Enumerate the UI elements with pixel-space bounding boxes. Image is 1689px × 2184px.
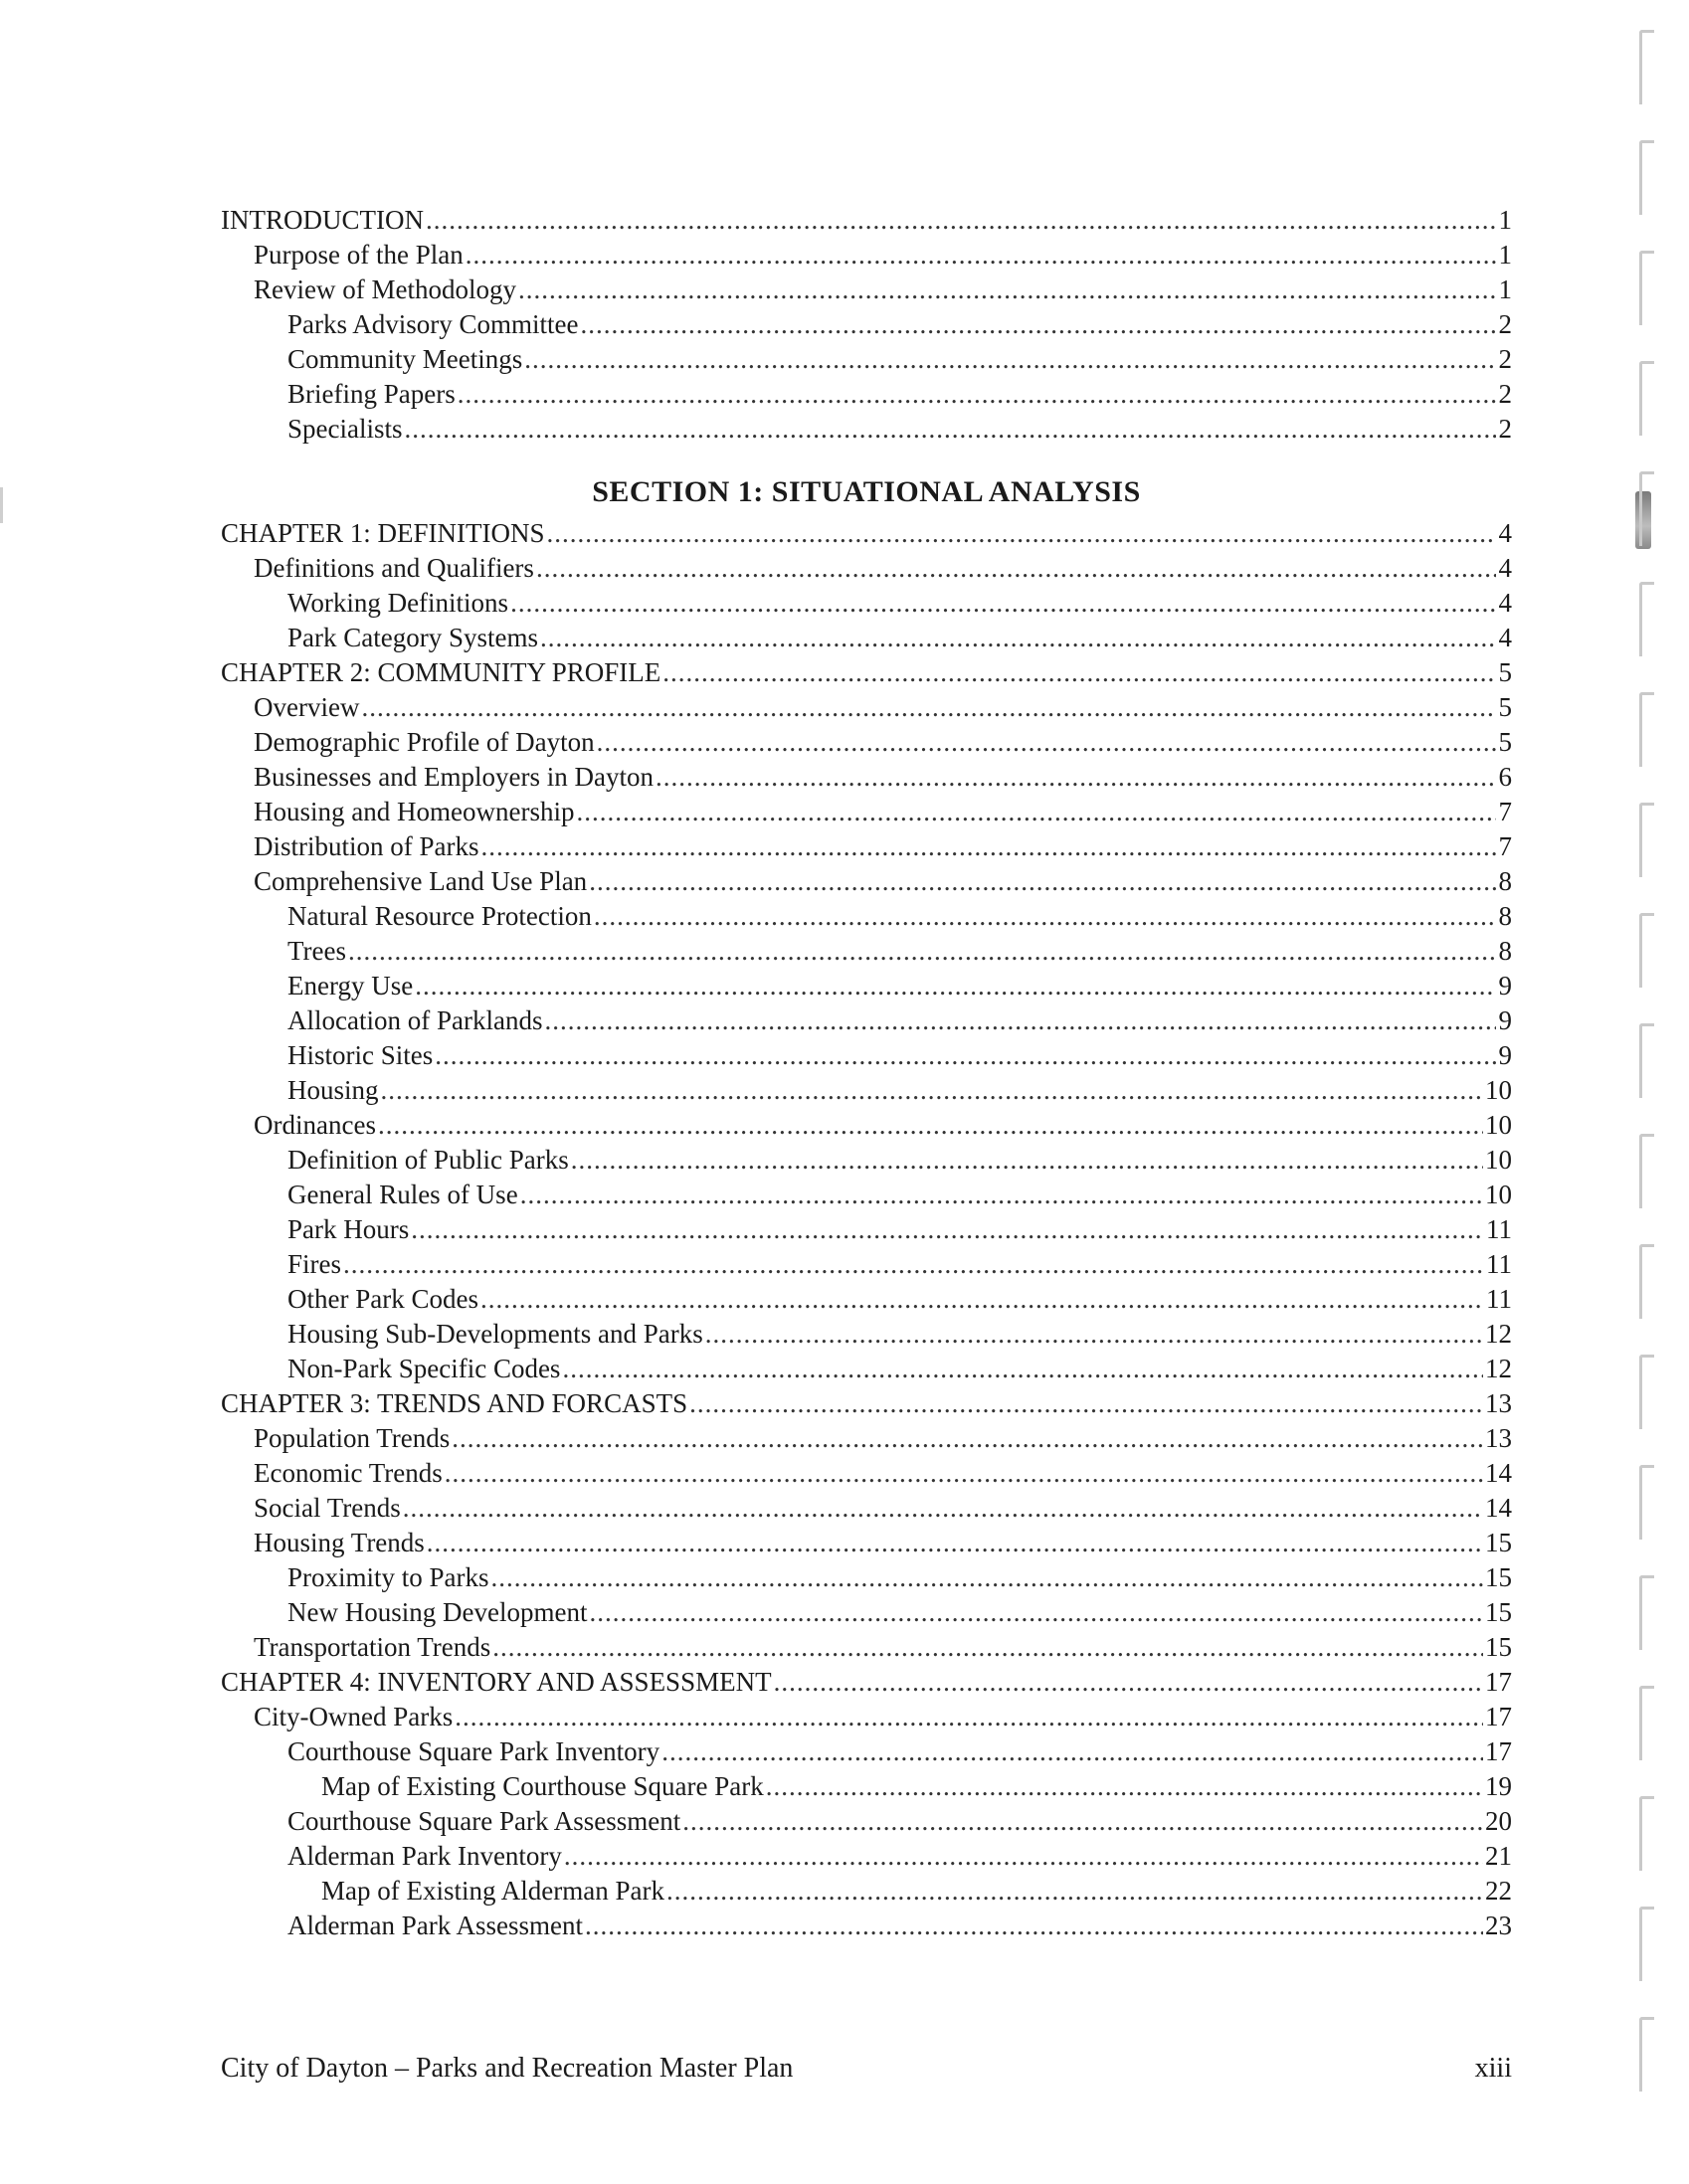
toc-entry-page: 2 (1498, 344, 1512, 374)
dot-leader (766, 1769, 1483, 1804)
toc-entry-page: 13 (1485, 1423, 1512, 1453)
binding-mark (1639, 361, 1654, 436)
toc-entry[interactable] (221, 1560, 1512, 1595)
toc-entry-label: Map of Existing Courthouse Square Park (321, 1771, 764, 1801)
toc-entry-label: Map of Existing Alderman Park (321, 1876, 664, 1906)
binding-mark (1639, 692, 1654, 767)
binding-mark (1639, 1575, 1654, 1650)
toc-entry-label: Parks Advisory Committee (287, 309, 579, 339)
dot-leader (589, 864, 1496, 899)
dot-leader (480, 1282, 1484, 1317)
toc-entry[interactable] (221, 969, 1512, 1003)
toc-entry-label: Definition of Public Parks (287, 1145, 569, 1175)
toc-entry-label: Proximity to Parks (287, 1562, 489, 1592)
dot-leader (378, 1108, 1483, 1143)
toc-entry-page: 2 (1498, 379, 1512, 409)
binding-mark (1639, 1907, 1654, 1981)
footer-title: City of Dayton – Parks and Recreation Master Plan (221, 2053, 794, 2084)
dot-leader (452, 1421, 1483, 1456)
dot-leader (411, 1212, 1484, 1247)
toc-entry[interactable] (221, 1003, 1512, 1038)
toc-entry[interactable] (221, 1839, 1512, 1874)
dot-leader (427, 1526, 1483, 1560)
toc-entry[interactable] (221, 516, 1512, 551)
toc-entry[interactable] (221, 1073, 1512, 1108)
binding-mark (1639, 1355, 1654, 1429)
dot-leader (343, 1247, 1484, 1282)
toc-entry[interactable] (221, 621, 1512, 655)
toc-entry-page: 10 (1485, 1180, 1512, 1209)
toc-entry-page: 8 (1498, 901, 1512, 931)
dot-leader (705, 1317, 1483, 1352)
toc-entry-page: 8 (1498, 936, 1512, 966)
toc-entry-page: 9 (1498, 971, 1512, 1001)
toc-entry[interactable] (221, 1386, 1512, 1421)
dot-leader (381, 1073, 1483, 1108)
toc-entry-page: 4 (1498, 623, 1512, 652)
toc-entry[interactable] (221, 273, 1512, 307)
toc-entry[interactable] (221, 934, 1512, 969)
dot-leader (774, 1665, 1483, 1700)
dot-leader (594, 899, 1496, 934)
binding-edge (1633, 30, 1663, 2168)
toc-entry[interactable] (221, 1909, 1512, 1943)
toc-entry-page: 7 (1498, 831, 1512, 861)
toc-entry-label: Review of Methodology (254, 274, 516, 304)
dot-leader (435, 1038, 1496, 1073)
toc-entry[interactable] (221, 1143, 1512, 1178)
toc-entry-page: 9 (1498, 1005, 1512, 1035)
toc-entry-label: Specialists (287, 414, 403, 444)
toc-entry[interactable] (221, 1700, 1512, 1734)
toc-entry[interactable] (221, 586, 1512, 621)
toc-entry-label: CHAPTER 4: INVENTORY AND ASSESSMENT (221, 1667, 772, 1697)
binding-mark (1639, 1686, 1654, 1760)
toc-entry-label: General Rules of Use (287, 1180, 518, 1209)
binding-mark (1639, 913, 1654, 988)
toc-entry-label: Demographic Profile of Dayton (254, 727, 595, 757)
dot-leader (585, 1909, 1483, 1943)
scan-edge-mark (0, 487, 3, 523)
toc-entry-page: 13 (1485, 1388, 1512, 1418)
toc-entry[interactable] (221, 551, 1512, 586)
toc-entry[interactable] (221, 1734, 1512, 1769)
binding-mark (1639, 140, 1654, 215)
dot-leader (426, 203, 1496, 238)
toc-entry[interactable] (221, 690, 1512, 725)
binding-mark (1639, 1023, 1654, 1098)
toc-entry-page: 23 (1485, 1911, 1512, 1940)
toc-entry-label: Alderman Park Assessment (287, 1911, 583, 1940)
toc-entry-page: 17 (1485, 1702, 1512, 1731)
toc-entry[interactable] (221, 1526, 1512, 1560)
toc-entry-page: 4 (1498, 518, 1512, 548)
toc-entry-page: 15 (1485, 1562, 1512, 1592)
dot-leader (540, 621, 1496, 655)
toc-entry-label: Non-Park Specific Codes (287, 1354, 561, 1383)
binding-mark (1639, 251, 1654, 325)
page-footer (221, 2053, 1512, 2085)
toc-entry[interactable] (221, 829, 1512, 864)
toc-entry-page: 14 (1485, 1458, 1512, 1488)
toc-entry[interactable] (221, 655, 1512, 690)
dot-leader (518, 273, 1496, 307)
toc-entry-label: Purpose of the Plan (254, 240, 464, 270)
footer-page-number: xiii (1474, 2053, 1512, 2084)
toc-entry[interactable] (221, 1456, 1512, 1491)
toc-entry-page: 5 (1498, 692, 1512, 722)
toc-entry[interactable] (221, 1491, 1512, 1526)
toc-entry-label: Businesses and Employers in Dayton (254, 762, 654, 792)
binding-mark (1639, 1796, 1654, 1871)
toc-entry[interactable] (221, 307, 1512, 342)
toc-entry-label: Community Meetings (287, 344, 523, 374)
dot-leader (547, 516, 1496, 551)
dot-leader (564, 1839, 1483, 1874)
toc-entry-page: 11 (1486, 1249, 1512, 1279)
toc-entry-page: 10 (1485, 1110, 1512, 1140)
toc-entry-label: Park Category Systems (287, 623, 538, 652)
toc-entry-page: 15 (1485, 1632, 1512, 1662)
toc-entry-label: Housing Trends (254, 1528, 425, 1557)
dot-leader (458, 377, 1496, 412)
dot-leader (403, 1491, 1483, 1526)
toc-entry[interactable] (221, 1630, 1512, 1665)
dot-leader (689, 1386, 1483, 1421)
toc-entry-label: CHAPTER 2: COMMUNITY PROFILE (221, 657, 661, 687)
toc-entry-label: Comprehensive Land Use Plan (254, 866, 588, 896)
toc-entry-page: 2 (1498, 309, 1512, 339)
toc-entry[interactable] (221, 238, 1512, 273)
dot-leader (589, 1595, 1483, 1630)
toc-entry[interactable] (221, 795, 1512, 829)
toc-entry-label: Courthouse Square Park Assessment (287, 1806, 681, 1836)
toc-entry[interactable] (221, 342, 1512, 377)
toc-entry-page: 8 (1498, 866, 1512, 896)
binding-mark (1639, 582, 1654, 656)
toc-entry-page: 5 (1498, 657, 1512, 687)
toc-entry-label: Ordinances (254, 1110, 376, 1140)
toc-entry-label: Park Hours (287, 1214, 410, 1244)
toc-entry-label: Trees (287, 936, 347, 966)
dot-leader (656, 760, 1496, 795)
toc-entry-label: Natural Resource Protection (287, 901, 592, 931)
toc-entry-label: Briefing Papers (287, 379, 456, 409)
toc-entry-page: 15 (1485, 1597, 1512, 1627)
toc-entry-page: 17 (1485, 1667, 1512, 1697)
toc-entry-label: Economic Trends (254, 1458, 443, 1488)
toc-entry-page: 20 (1485, 1806, 1512, 1836)
dot-leader (682, 1804, 1483, 1839)
toc-entry-label: Courthouse Square Park Inventory (287, 1736, 660, 1766)
binding-mark (1639, 471, 1654, 546)
toc-entry[interactable] (221, 203, 1512, 238)
dot-leader (510, 586, 1496, 621)
toc-entry-page: 5 (1498, 727, 1512, 757)
binding-mark (1639, 1465, 1654, 1540)
toc-entry-label: New Housing Development (287, 1597, 588, 1627)
toc-entry-label: City-Owned Parks (254, 1702, 454, 1731)
dot-leader (666, 1874, 1483, 1909)
toc-entry-label: CHAPTER 1: DEFINITIONS (221, 518, 545, 548)
toc-entry-label: Historic Sites (287, 1040, 434, 1070)
toc-entry-page: 14 (1485, 1493, 1512, 1523)
toc-entry-page: 10 (1485, 1075, 1512, 1105)
toc-entry[interactable] (221, 1038, 1512, 1073)
toc-entry[interactable] (221, 1178, 1512, 1212)
dot-leader (662, 655, 1496, 690)
toc-entry[interactable] (221, 1108, 1512, 1143)
toc-entry[interactable] (221, 1282, 1512, 1317)
toc-entry[interactable] (221, 760, 1512, 795)
binding-mark (1639, 1134, 1654, 1208)
toc-entry-page: 4 (1498, 553, 1512, 583)
toc-entry-page: 22 (1485, 1876, 1512, 1906)
toc-entry[interactable] (221, 899, 1512, 934)
toc-entry[interactable] (221, 1212, 1512, 1247)
toc-entry[interactable] (221, 864, 1512, 899)
toc-entry-page: 11 (1486, 1214, 1512, 1244)
toc-entry-page: 11 (1486, 1284, 1512, 1314)
dot-leader (524, 342, 1496, 377)
toc-entry-label: Housing and Homeownership (254, 797, 575, 826)
toc-entry-label: Distribution of Parks (254, 831, 479, 861)
toc-entry-label: CHAPTER 3: TRENDS AND FORCASTS (221, 1388, 688, 1418)
toc-entry-label: Social Trends (254, 1493, 401, 1523)
dot-leader (597, 725, 1496, 760)
toc-entry-label: Population Trends (254, 1423, 451, 1453)
toc-entry[interactable] (221, 1247, 1512, 1282)
toc-entry[interactable] (221, 1874, 1512, 1909)
dot-leader (455, 1700, 1483, 1734)
table-of-contents (221, 203, 1512, 1943)
dot-leader (544, 1003, 1496, 1038)
dot-leader (576, 795, 1496, 829)
dot-leader (445, 1456, 1483, 1491)
dot-leader (466, 238, 1496, 273)
dot-leader (661, 1734, 1483, 1769)
toc-entry-label: Allocation of Parklands (287, 1005, 543, 1035)
dot-leader (348, 934, 1496, 969)
dot-leader (562, 1352, 1483, 1386)
toc-entry-page: 10 (1485, 1145, 1512, 1175)
toc-entry-page: 1 (1498, 205, 1512, 235)
toc-entry-label: Housing Sub-Developments and Parks (287, 1319, 703, 1349)
toc-entry-page: 19 (1485, 1771, 1512, 1801)
toc-entry[interactable] (221, 412, 1512, 447)
dot-leader (536, 551, 1496, 586)
toc-entry-page: 4 (1498, 588, 1512, 618)
toc-entry[interactable] (221, 1665, 1512, 1700)
dot-leader (491, 1560, 1483, 1595)
toc-entry[interactable] (221, 725, 1512, 760)
toc-entry[interactable] (221, 1595, 1512, 1630)
dot-leader (581, 307, 1497, 342)
toc-entry-page: 17 (1485, 1736, 1512, 1766)
toc-entry[interactable] (221, 1769, 1512, 1804)
dot-leader (481, 829, 1497, 864)
section-heading: SECTION 1: SITUATIONAL ANALYSIS (592, 475, 1141, 508)
dot-leader (492, 1630, 1483, 1665)
dot-leader (405, 412, 1497, 447)
toc-entry-page: 21 (1485, 1841, 1512, 1871)
dot-leader (361, 690, 1496, 725)
dot-leader (415, 969, 1496, 1003)
toc-entry-page: 2 (1498, 414, 1512, 444)
toc-entry-page: 12 (1485, 1354, 1512, 1383)
toc-entry-page: 1 (1498, 274, 1512, 304)
toc-entry[interactable] (221, 1352, 1512, 1386)
toc-entry-label: Definitions and Qualifiers (254, 553, 534, 583)
toc-entry-page: 6 (1498, 762, 1512, 792)
toc-entry[interactable] (221, 1421, 1512, 1456)
toc-entry-label: Housing (287, 1075, 379, 1105)
dot-leader (571, 1143, 1483, 1178)
binding-mark (1639, 803, 1654, 877)
toc-entry-label: Fires (287, 1249, 341, 1279)
toc-entry[interactable] (221, 1804, 1512, 1839)
toc-entry-label: Alderman Park Inventory (287, 1841, 562, 1871)
toc-entry-page: 15 (1485, 1528, 1512, 1557)
toc-entry-label: Overview (254, 692, 360, 722)
binding-mark (1639, 1244, 1654, 1319)
toc-entry-label: Working Definitions (287, 588, 509, 618)
toc-entry-page: 9 (1498, 1040, 1512, 1070)
dot-leader (520, 1178, 1483, 1212)
toc-entry-label: Other Park Codes (287, 1284, 478, 1314)
binding-mark (1639, 2017, 1654, 2092)
toc-entry-label: INTRODUCTION (221, 205, 424, 235)
toc-entry-page: 12 (1485, 1319, 1512, 1349)
toc-entry[interactable] (221, 1317, 1512, 1352)
toc-entry-page: 7 (1498, 797, 1512, 826)
toc-entry-page: 1 (1498, 240, 1512, 270)
binding-mark (1639, 30, 1654, 104)
toc-entry-label: Transportation Trends (254, 1632, 491, 1662)
toc-entry[interactable] (221, 377, 1512, 412)
toc-entry-label: Energy Use (287, 971, 414, 1001)
